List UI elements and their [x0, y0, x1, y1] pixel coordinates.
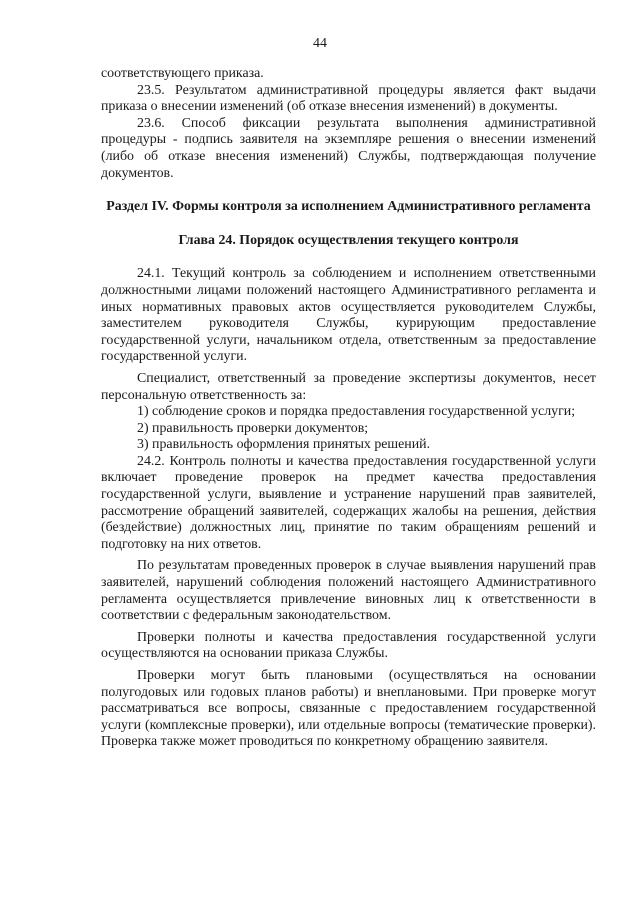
page-number: 44: [313, 36, 327, 51]
section-heading: Раздел IV. Формы контроля за исполнением Административного регламента: [106, 199, 591, 215]
document-body: [101, 66, 596, 751]
paragraph-inspection-results: По результатам проведенных проверок в случае выявления нарушений прав заявителей, нарушений соблюдения положений настоящего Административного регламента осуществляется привлечение виновных лиц к ответственности в соответствии с федеральным законодательством.: [101, 558, 596, 624]
paragraph-inspection-types: Проверки могут быть плановыми (осуществляться на основании полугодовых или годовых планов работы) и внеплановыми. При проверке могут рассматриваться все вопросы, связанные с предоставлением государственной услуги (комплексные проверки), или отдельные вопросы (тематические проверки). Проверка также может проводиться по конкретному обращению заявителя.: [101, 668, 596, 750]
list-item-1: 1) соблюдение сроков и порядка предоставления государственной услуги;: [137, 404, 576, 420]
paragraph-inspection-basis: Проверки полноты и качества предоставления государственной услуги осуществляются на основании приказа Службы.: [101, 629, 596, 662]
paragraph-23-5: 23.5. Результатом административной процедуры является факт выдачи приказа о внесении изменений (об отказе внесения изменений) в документы.: [101, 82, 596, 115]
paragraph-23-6: 23.6. Способ фиксации результата выполнения административной процедуры - подпись заявителя на экземпляре решения о внесении изменений (либо об отказе внесения изменений) Службы, подтверждающая получение документов.: [101, 115, 596, 181]
paragraph-24-2: 24.2. Контроль полноты и качества предоставления государственной услуги включает проведение проверок на предмет качества предоставления государственной услуги, выявление и устранение нарушений прав заявителей, рассмотрение обращений заявителей, содержащих жалобы на решения, действия (бездействие) должностных лиц, принятие по таким обращениям решений и подготовку на них ответов.: [101, 453, 596, 552]
list-item-3: 3) правильность оформления принятых решений.: [137, 437, 431, 453]
list-item-2: 2) правильность проверки документов;: [137, 420, 369, 436]
paragraph-specialist: Специалист, ответственный за проведение экспертизы документов, несет персональную ответственность за:: [101, 370, 596, 403]
paragraph-24-1: 24.1. Текущий контроль за соблюдением и исполнением ответственными должностными лицами положений настоящего Административного регламента и иных нормативных правовых актов осуществляется руководителем Службы, заместителем руководителя Службы, курирующим предоставление государственной услуги, начальником отдела, ответственным за предоставление государственной услуги.: [101, 266, 596, 365]
chapter-heading: Глава 24. Порядок осуществления текущего контроля: [178, 232, 519, 248]
paragraph-continuation: соответствующего приказа.: [101, 66, 264, 81]
